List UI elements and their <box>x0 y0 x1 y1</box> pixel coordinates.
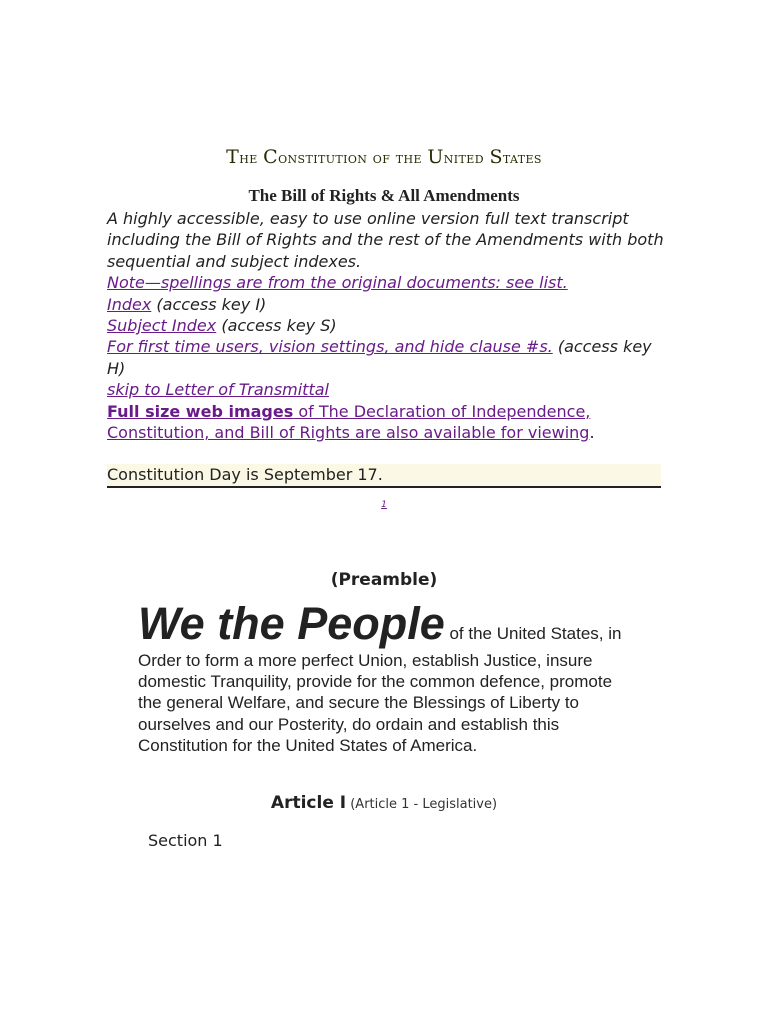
article-sublabel: (Article 1 - Legislative) <box>346 797 498 812</box>
constitution-day-banner: Constitution Day is September 17. <box>107 464 661 487</box>
title-letter: S <box>489 146 503 168</box>
preamble-text <box>138 598 638 756</box>
web-images-link[interactable] <box>107 402 590 442</box>
images-period: . <box>589 423 595 443</box>
first-time-users-link[interactable]: For first time users, vision settings, and hide clause #s. <box>107 337 553 357</box>
title-letter: C <box>263 146 279 168</box>
article-label: Article I <box>270 793 347 813</box>
subject-index-link[interactable]: Subject Index <box>107 316 217 336</box>
title-word: nited <box>443 148 490 167</box>
subject-index-access-key: (access key S) <box>216 316 337 336</box>
title-letter: U <box>427 146 444 168</box>
article-heading <box>0 793 768 813</box>
we-the-people-lead: We the People <box>138 598 445 649</box>
title-letter: T <box>226 146 240 168</box>
title-word: onstitution of the <box>278 148 428 167</box>
page-title <box>0 146 768 168</box>
title-word: tates <box>502 148 542 167</box>
footnote-marker <box>0 500 768 510</box>
preamble-body: of the United States, in Order to form a more perfect Union, establish Justice, insure domestic Tranquility, provide for the common defence, promote the general Welfare, and secure the Blessings of Liberty to ourselves and our Posterity, do ordain and establish this Constitution for the United States of America. <box>138 624 622 755</box>
intro-description: A highly accessible, easy to use online version full text transcript including the Bill of Rights and the rest of the Amendments with both sequential and subject indexes. <box>107 209 664 271</box>
preamble-heading: (Preamble) <box>330 570 438 590</box>
skip-to-transmittal-link[interactable]: skip to Letter of Transmittal <box>107 380 329 400</box>
index-link[interactable]: Index <box>107 294 152 314</box>
section-heading: Section 1 <box>148 831 223 850</box>
title-word: he <box>239 148 264 167</box>
web-images-link-bold: Full size web images <box>107 401 294 421</box>
first-time-access-key: (access key H) <box>107 337 652 378</box>
intro-block <box>107 208 667 488</box>
page-subtitle: The Bill of Rights & All Amendments <box>248 186 520 205</box>
footnote-link[interactable]: 1 <box>381 500 387 510</box>
index-access-key: (access key I) <box>151 294 267 314</box>
spellings-note-link[interactable]: Note—spellings are from the original documents: see list. <box>107 273 568 293</box>
web-images-link-text: of The Declaration of Independence, Constitution, and Bill of Rights are also available for viewing <box>107 401 591 443</box>
